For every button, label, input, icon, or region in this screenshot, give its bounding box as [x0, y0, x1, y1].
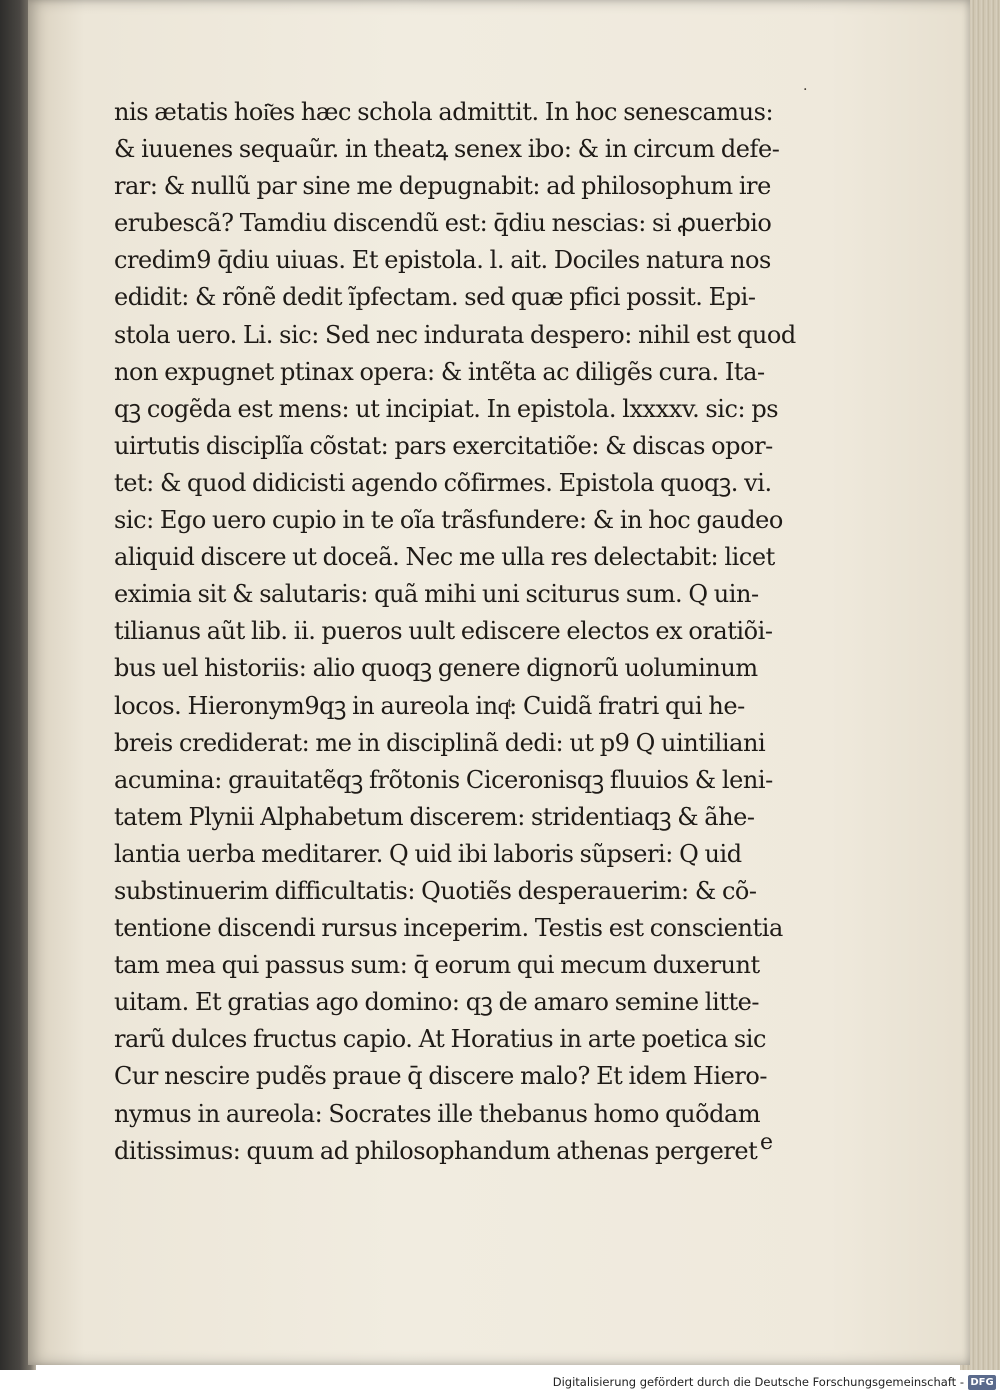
funding-credit: Digitalisierung gefördert durch die Deutsche Forschungsgemeinschaft - [552, 1375, 964, 1389]
text-line: ditissimus: quum ad philosophandum athenas pergeret [114, 1136, 758, 1165]
text-line: uirtutis disciplĩa cõstat: pars exercitatiõe: & discas opor- [114, 431, 773, 460]
text-line: bus uel historiis: alio quoqꝫ genere dignorũ uoluminum [114, 654, 758, 683]
text-line: tatem Plynii Alphabetum discerem: stridentiaqꝫ & ãhe- [114, 802, 755, 831]
text-line: tet: & quod didicisti agendo cõfirmes. Epistola quoqꝫ. vi. [114, 468, 772, 497]
text-line: erubescã? Tamdiu discendũ est: q̄diu nescias: si ꝓuerbio [114, 209, 772, 238]
text-line: & iuuenes sequaũr. in theatꝝ senex ibo: & in circum defe- [114, 135, 780, 164]
text-line: nis ætatis hoi͂es hæc schola admittit. In hoc senescamus: [114, 98, 774, 126]
text-line: non expugnet ptinax opera: & intẽta ac diligẽs cura. Ita- [114, 357, 765, 386]
text-line: uitam. Et gratias ago domino: qꝫ de amaro semine litte- [114, 988, 760, 1017]
text-line: tilianus aũt lib. ii. pueros uult ediscere electos ex oratiõi- [114, 617, 773, 646]
text-line: substinuerim difficultatis: Quotiẽs desperauerim: & cõ- [114, 876, 757, 905]
text-line: rarũ dulces fructus capio. At Horatius in arte poetica sic [114, 1025, 766, 1054]
text-line: tentione discendi rursus inceperim. Testis est conscientia [114, 914, 783, 943]
text-line: locos. Hieronym9qꝫ in aureola inqͭ: Cuidã fratri qui he- [114, 691, 745, 720]
text-line: stola uero. Li. sic: Sed nec indurata despero: nihil est quod [114, 320, 796, 349]
catchword: e [760, 1130, 774, 1155]
text-line: eximia sit & salutaris: quã mihi uni sciturus sum. Q uin- [114, 580, 759, 609]
body-text [114, 94, 814, 1170]
text-line: rar: & nullũ par sine me depugnabit: ad philosophum ire [114, 172, 771, 201]
text-line: breis crediderat: me in disciplinã dedi: ut p9 Q uintiliani [114, 728, 766, 757]
corner-mark: . [803, 78, 808, 94]
dfg-logo: DFG [968, 1375, 996, 1390]
text-line: aliquid discere ut doceã. Nec me ulla res delectabit: licet [114, 543, 775, 572]
text-line: edidit: & rõnẽ dedit ĩpfectam. sed quæ pfici possit. Epi- [114, 283, 756, 312]
text-line: tam mea qui passus sum: q̄ eorum qui mecum duxerunt [114, 951, 760, 980]
text-line: sic: Ego uero cupio in te oĩa trãsfundere: & in hoc gaudeo [114, 506, 783, 535]
text-line: nymus in aureola: Socrates ille thebanus homo quõdam [114, 1099, 761, 1128]
text-line: qꝫ cogẽda est mens: ut incipiat. In epistola. lxxxxv. sic: ps [114, 394, 779, 423]
text-line: lantia uerba meditarer. Q uid ibi laboris sũpseri: Q uid [114, 839, 742, 868]
text-line: acumina: grauitatẽqꝫ frõtonis Ciceronisqꝫ fluuios & leni- [114, 765, 773, 794]
text-line: credim9 q̄diu uiuas. Et epistola. l. ait. Dociles natura nos [114, 246, 771, 275]
text-line: Cur nescire pudẽs praue q̄ discere malo? Et idem Hiero- [114, 1062, 768, 1091]
